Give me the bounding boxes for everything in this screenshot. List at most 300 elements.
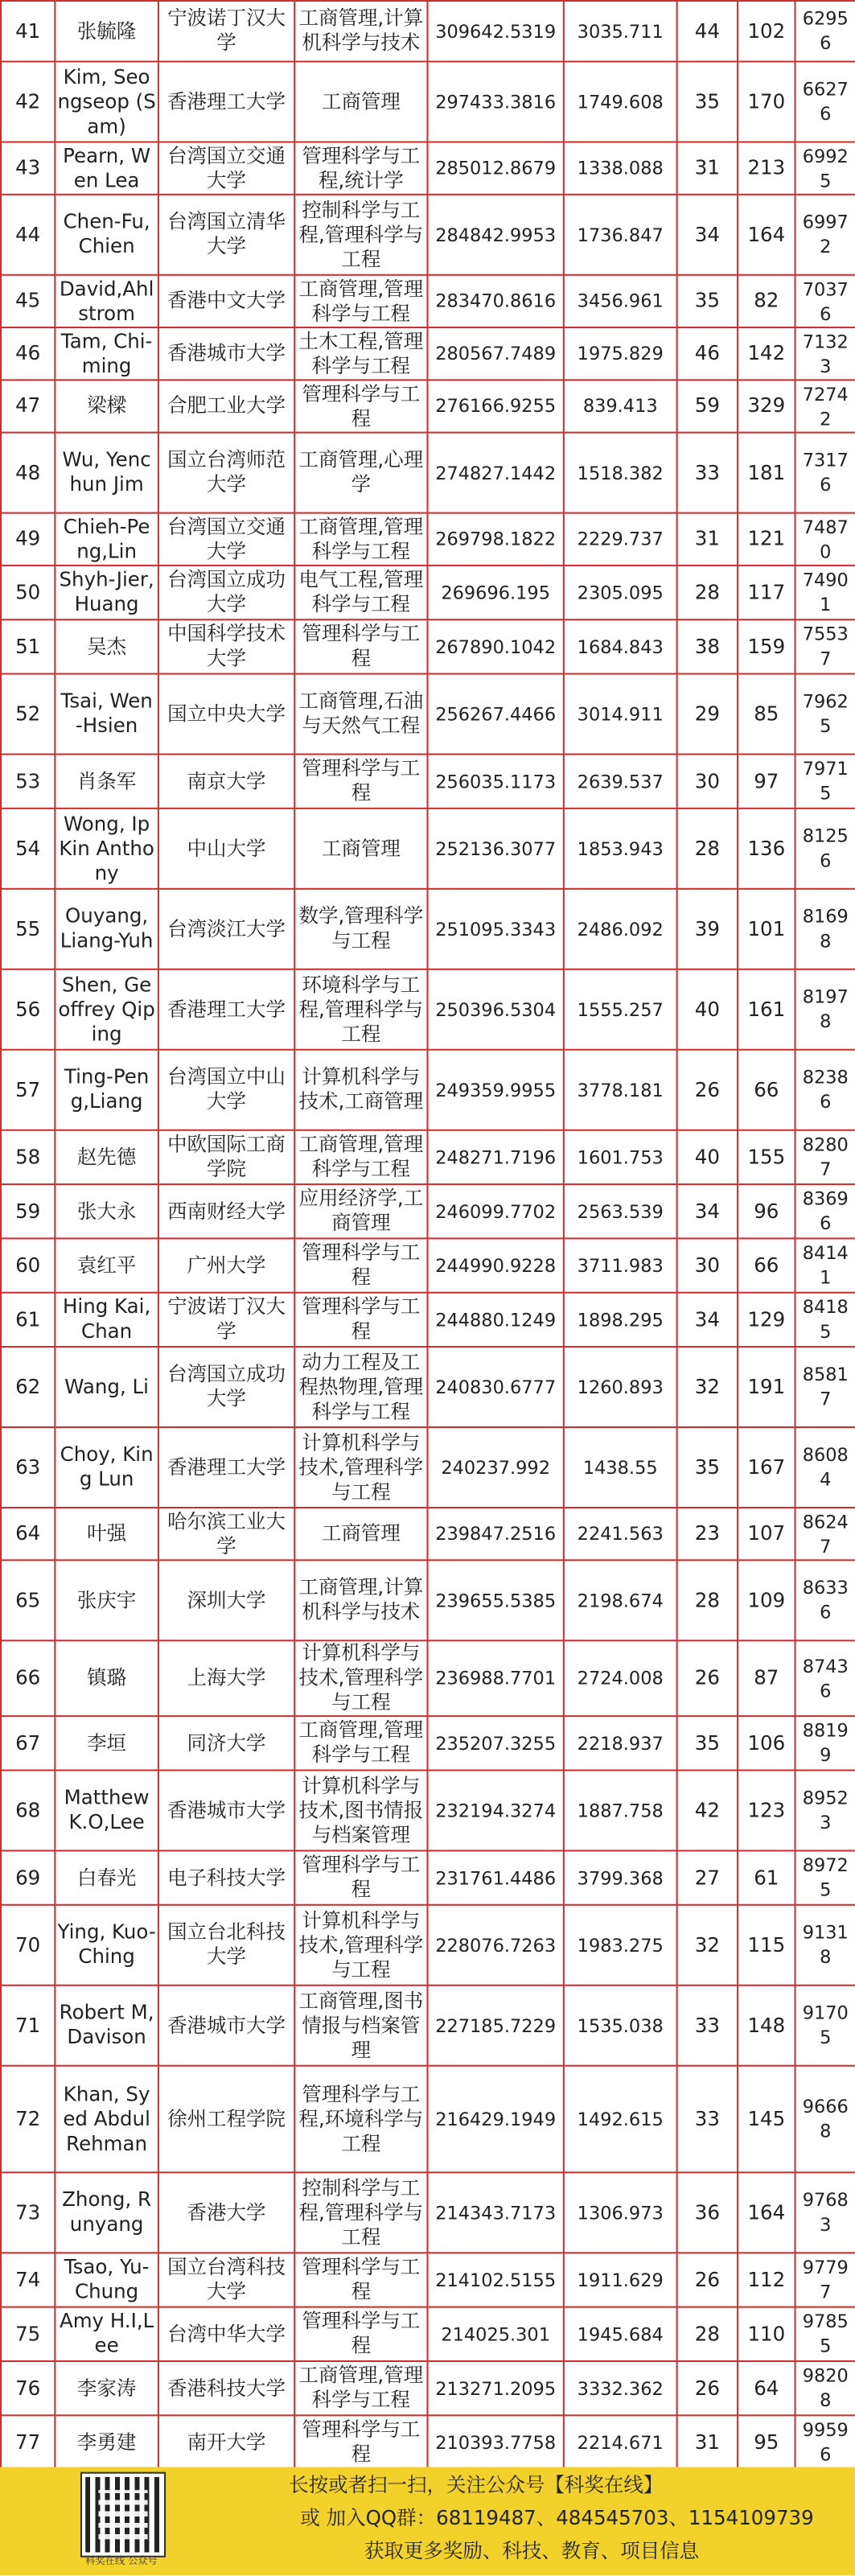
cell-field: 工商管理,管理科学与工程 — [294, 1716, 427, 1770]
cell-field: 计算机科学与技术,工商管理 — [294, 1050, 427, 1130]
cell-id: 74870 — [795, 513, 855, 566]
cell-school: 香港中文大学 — [158, 275, 294, 327]
cell-school: 台湾国立交通大学 — [158, 142, 294, 194]
table-row — [1, 1130, 855, 1184]
cell-field: 工商管理 — [294, 1508, 427, 1560]
cell-avg: 1555.257 — [564, 969, 677, 1050]
cell-rank: 72 — [1, 2066, 55, 2173]
cell-id: 89725 — [795, 1850, 855, 1904]
cell-name: 李家涛 — [55, 2361, 158, 2415]
cell-field: 管理科学与工程 — [294, 2307, 427, 2361]
cell-score: 297433.3816 — [427, 62, 563, 142]
cell-field: 管理科学与工程 — [294, 2415, 427, 2469]
cell-name: Shen, Geoffrey Qiping — [55, 969, 158, 1050]
cell-score: 256035.1173 — [427, 755, 563, 809]
cell-score: 235207.3255 — [427, 1716, 563, 1770]
table-row — [1, 433, 855, 513]
table-row — [1, 1184, 855, 1238]
cell-field: 工商管理,计算机科学与技术 — [294, 1560, 427, 1640]
cell-rank: 60 — [1, 1238, 55, 1292]
cell-id: 97683 — [795, 2172, 855, 2253]
cell-school: 台湾国立交通大学 — [158, 513, 294, 566]
table-row — [1, 1238, 855, 1292]
cell-h: 31 — [677, 2415, 738, 2469]
table-row — [1, 513, 855, 566]
cell-school: 广州大学 — [158, 1238, 294, 1292]
cell-name: 赵先德 — [55, 1130, 158, 1184]
cell-school: 中国科学技术大学 — [158, 619, 294, 673]
cell-score: 267890.1042 — [427, 619, 563, 673]
table-row — [1, 809, 855, 889]
cell-school: 宁波诺丁汉大学 — [158, 1, 294, 61]
cell-id: 79625 — [795, 674, 855, 755]
cell-cnt: 159 — [738, 619, 795, 673]
cell-field: 土木工程,管理科学与工程 — [294, 327, 427, 380]
cell-avg: 3456.961 — [564, 275, 677, 327]
cell-name: Ouyang, Liang-Yuh — [55, 889, 158, 969]
cell-field: 工商管理,心理学 — [294, 433, 427, 513]
cell-id: 81978 — [795, 969, 855, 1050]
cell-id: 70376 — [795, 275, 855, 327]
table-row — [1, 566, 855, 619]
table-row — [1, 142, 855, 194]
cell-name: Choy, King Lun — [55, 1427, 158, 1508]
table-row — [1, 275, 855, 327]
footer-banner — [0, 2467, 855, 2576]
cell-score: 252136.3077 — [427, 809, 563, 889]
cell-cnt: 110 — [738, 2307, 795, 2361]
cell-rank: 42 — [1, 62, 55, 142]
cell-rank: 55 — [1, 889, 55, 969]
cell-avg: 1945.684 — [564, 2307, 677, 2361]
cell-score: 236988.7701 — [427, 1640, 563, 1716]
cell-id: 91705 — [795, 1985, 855, 2066]
table-row — [1, 619, 855, 673]
cell-score: 285012.8679 — [427, 142, 563, 194]
cell-school: 台湾淡江大学 — [158, 889, 294, 969]
cell-field: 管理科学与工程,环境科学与工程 — [294, 2066, 427, 2173]
cell-rank: 43 — [1, 142, 55, 194]
cell-field: 管理科学与工程 — [294, 619, 427, 673]
cell-avg: 1853.943 — [564, 809, 677, 889]
cell-field: 管理科学与工程 — [294, 755, 427, 809]
cell-name: Khan, Syed Abdul Rehman — [55, 2066, 158, 2173]
cell-cnt: 82 — [738, 275, 795, 327]
cell-field: 控制科学与工程,管理科学与工程 — [294, 195, 427, 275]
cell-id: 97797 — [795, 2253, 855, 2306]
cell-name: Ting-Peng,Liang — [55, 1050, 158, 1130]
cell-avg: 3799.368 — [564, 1850, 677, 1904]
cell-name: Wu, Yenchun Jim — [55, 433, 158, 513]
cell-score: 249359.9955 — [427, 1050, 563, 1130]
cell-avg: 1306.973 — [564, 2172, 677, 2253]
cell-field: 管理科学与工程 — [294, 1238, 427, 1292]
cell-school: 台湾国立成功大学 — [158, 1347, 294, 1427]
cell-cnt: 170 — [738, 62, 795, 142]
cell-school: 国立台湾科技大学 — [158, 2253, 294, 2306]
cell-name: 李勇建 — [55, 2415, 158, 2469]
cell-avg: 1684.843 — [564, 619, 677, 673]
cell-school: 台湾国立中山大学 — [158, 1050, 294, 1130]
cell-h: 31 — [677, 513, 738, 566]
table-row — [1, 1770, 855, 1850]
cell-name: 张毓隆 — [55, 1, 158, 61]
cell-school: 南京大学 — [158, 755, 294, 809]
cell-id: 97855 — [795, 2307, 855, 2361]
cell-h: 31 — [677, 142, 738, 194]
cell-rank: 64 — [1, 1508, 55, 1560]
cell-rank: 77 — [1, 2415, 55, 2469]
cell-h: 32 — [677, 1347, 738, 1427]
cell-h: 29 — [677, 674, 738, 755]
cell-cnt: 97 — [738, 755, 795, 809]
cell-name: Tsai, Wen-Hsien — [55, 674, 158, 755]
cell-h: 40 — [677, 1130, 738, 1184]
cell-id: 73176 — [795, 433, 855, 513]
table-row — [1, 62, 855, 142]
cell-score: 228076.7263 — [427, 1905, 563, 1985]
cell-cnt: 64 — [738, 2361, 795, 2415]
cell-field: 工商管理 — [294, 809, 427, 889]
cell-h: 46 — [677, 327, 738, 380]
cell-rank: 54 — [1, 809, 55, 889]
table-row — [1, 380, 855, 432]
cell-field: 计算机科学与技术,管理科学与工程 — [294, 1640, 427, 1716]
table-row — [1, 1347, 855, 1427]
cell-avg: 1535.038 — [564, 1985, 677, 2066]
cell-score: 274827.1442 — [427, 433, 563, 513]
cell-rank: 70 — [1, 1905, 55, 1985]
cell-name: Tsao, Yu-Chung — [55, 2253, 158, 2306]
cell-school: 香港理工大学 — [158, 1427, 294, 1508]
cell-cnt: 167 — [738, 1427, 795, 1508]
cell-cnt: 121 — [738, 513, 795, 566]
cell-id: 84141 — [795, 1238, 855, 1292]
cell-cnt: 148 — [738, 1985, 795, 2066]
cell-rank: 53 — [1, 755, 55, 809]
cell-score: 269696.195 — [427, 566, 563, 619]
cell-avg: 2305.095 — [564, 566, 677, 619]
cell-name: 张庆宇 — [55, 1560, 158, 1640]
cell-h: 32 — [677, 1905, 738, 1985]
cell-field: 计算机科学与技术,管理科学与工程 — [294, 1427, 427, 1508]
cell-school: 香港城市大学 — [158, 1985, 294, 2066]
cell-school: 南开大学 — [158, 2415, 294, 2469]
cell-cnt: 66 — [738, 1050, 795, 1130]
cell-rank: 51 — [1, 619, 55, 673]
cell-rank: 44 — [1, 195, 55, 275]
cell-cnt: 85 — [738, 674, 795, 755]
cell-score: 246099.7702 — [427, 1184, 563, 1238]
table-row — [1, 1427, 855, 1508]
cell-avg: 3332.362 — [564, 2361, 677, 2415]
cell-name: 李垣 — [55, 1716, 158, 1770]
cell-name: Kim, Seongseop (Sam) — [55, 62, 158, 142]
cell-id: 71323 — [795, 327, 855, 380]
cell-h: 35 — [677, 1716, 738, 1770]
cell-field: 控制科学与工程,管理科学与工程 — [294, 2172, 427, 2253]
table-row — [1, 889, 855, 969]
cell-h: 23 — [677, 1508, 738, 1560]
table-row — [1, 1, 855, 61]
cell-cnt: 213 — [738, 142, 795, 194]
cell-field: 应用经济学,工商管理 — [294, 1184, 427, 1238]
cell-avg: 2214.671 — [564, 2415, 677, 2469]
cell-score: 239847.2516 — [427, 1508, 563, 1560]
cell-score: 284842.9953 — [427, 195, 563, 275]
cell-school: 国立中央大学 — [158, 674, 294, 755]
cell-school: 徐州工程学院 — [158, 2066, 294, 2173]
cell-name: Shyh-Jier,Huang — [55, 566, 158, 619]
table-row — [1, 1905, 855, 1985]
cell-avg: 1438.55 — [564, 1427, 677, 1508]
cell-field: 工商管理,计算机科学与技术 — [294, 1, 427, 61]
cell-cnt: 96 — [738, 1184, 795, 1238]
cell-id: 86084 — [795, 1427, 855, 1508]
cell-score: 239655.5385 — [427, 1560, 563, 1640]
cell-rank: 61 — [1, 1293, 55, 1347]
cell-avg: 3778.181 — [564, 1050, 677, 1130]
cell-field: 工商管理,管理科学与工程 — [294, 275, 427, 327]
cell-name: Amy H.I,Lee — [55, 2307, 158, 2361]
cell-field: 计算机科学与技术,图书情报与档案管理 — [294, 1770, 427, 1850]
cell-cnt: 136 — [738, 809, 795, 889]
cell-school: 台湾国立成功大学 — [158, 566, 294, 619]
cell-h: 34 — [677, 195, 738, 275]
cell-h: 28 — [677, 1560, 738, 1640]
cell-h: 35 — [677, 275, 738, 327]
cell-avg: 1898.295 — [564, 1293, 677, 1347]
cell-name: 白春光 — [55, 1850, 158, 1904]
cell-rank: 41 — [1, 1, 55, 61]
cell-name: 袁红平 — [55, 1238, 158, 1292]
cell-h: 38 — [677, 619, 738, 673]
cell-id: 84185 — [795, 1293, 855, 1347]
cell-school: 上海大学 — [158, 1640, 294, 1716]
cell-avg: 1749.608 — [564, 62, 677, 142]
cell-field: 环境科学与工程,管理科学与工程 — [294, 969, 427, 1050]
cell-field: 数学,管理科学与工程 — [294, 889, 427, 969]
cell-rank: 73 — [1, 2172, 55, 2253]
cell-field: 管理科学与工程 — [294, 380, 427, 432]
cell-rank: 59 — [1, 1184, 55, 1238]
qr-caption: 科奖在线 公众号 — [85, 2555, 158, 2568]
cell-avg: 839.413 — [564, 380, 677, 432]
cell-cnt: 181 — [738, 433, 795, 513]
cell-id: 62956 — [795, 1, 855, 61]
cell-h: 30 — [677, 755, 738, 809]
cell-cnt: 101 — [738, 889, 795, 969]
cell-h: 33 — [677, 433, 738, 513]
cell-h: 26 — [677, 1640, 738, 1716]
cell-cnt: 106 — [738, 1716, 795, 1770]
cell-school: 国立台北科技大学 — [158, 1905, 294, 1985]
cell-id: 69972 — [795, 195, 855, 275]
cell-score: 248271.7196 — [427, 1130, 563, 1184]
cell-rank: 45 — [1, 275, 55, 327]
cell-rank: 63 — [1, 1427, 55, 1508]
cell-h: 30 — [677, 1238, 738, 1292]
cell-name: 叶强 — [55, 1508, 158, 1560]
footer-qq-text: 或 加入QQ群：68119487、484545703、1154109739 — [300, 2506, 814, 2530]
cell-cnt: 142 — [738, 327, 795, 380]
cell-id: 82807 — [795, 1130, 855, 1184]
cell-cnt: 66 — [738, 1238, 795, 1292]
table-row — [1, 327, 855, 380]
cell-field: 管理科学与工程 — [294, 2253, 427, 2306]
cell-h: 26 — [677, 1050, 738, 1130]
cell-cnt: 164 — [738, 2172, 795, 2253]
cell-score: 214102.5155 — [427, 2253, 563, 2306]
cell-id: 72742 — [795, 380, 855, 432]
cell-id: 82386 — [795, 1050, 855, 1130]
cell-field: 工商管理,管理科学与工程 — [294, 513, 427, 566]
cell-cnt: 164 — [738, 195, 795, 275]
cell-rank: 62 — [1, 1347, 55, 1427]
cell-school: 香港理工大学 — [158, 969, 294, 1050]
cell-id: 74901 — [795, 566, 855, 619]
table-row — [1, 1985, 855, 2066]
cell-score: 283470.8616 — [427, 275, 563, 327]
cell-cnt: 87 — [738, 1640, 795, 1716]
cell-name: Chieh-Peng,Lin — [55, 513, 158, 566]
cell-school: 同济大学 — [158, 1716, 294, 1770]
cell-name: Pearn, Wen Lea — [55, 142, 158, 194]
cell-cnt: 191 — [738, 1347, 795, 1427]
cell-score: 210393.7758 — [427, 2415, 563, 2469]
cell-school: 台湾中华大学 — [158, 2307, 294, 2361]
cell-name: Chen-Fu,Chien — [55, 195, 158, 275]
table-row — [1, 2361, 855, 2415]
cell-id: 88199 — [795, 1716, 855, 1770]
cell-name: David,Ahlstrom — [55, 275, 158, 327]
cell-score: 280567.7489 — [427, 327, 563, 380]
cell-name: Wang, Li — [55, 1347, 158, 1427]
cell-h: 28 — [677, 2307, 738, 2361]
table-row — [1, 2415, 855, 2469]
cell-field: 工商管理,管理科学与工程 — [294, 1130, 427, 1184]
cell-id: 66276 — [795, 62, 855, 142]
cell-score: 213271.2095 — [427, 2361, 563, 2415]
cell-id: 75537 — [795, 619, 855, 673]
table-row — [1, 1508, 855, 1560]
cell-school: 西南财经大学 — [158, 1184, 294, 1238]
cell-rank: 48 — [1, 433, 55, 513]
cell-avg: 2241.563 — [564, 1508, 677, 1560]
cell-score: 240237.992 — [427, 1427, 563, 1508]
cell-name: Zhong, Runyang — [55, 2172, 158, 2253]
cell-avg: 1911.629 — [564, 2253, 677, 2306]
cell-cnt: 112 — [738, 2253, 795, 2306]
cell-rank: 56 — [1, 969, 55, 1050]
table-row — [1, 674, 855, 755]
qr-code-icon[interactable] — [82, 2474, 164, 2556]
cell-field: 工商管理 — [294, 62, 427, 142]
table-row — [1, 1716, 855, 1770]
cell-school: 香港城市大学 — [158, 327, 294, 380]
table-row — [1, 1640, 855, 1716]
cell-avg: 3711.983 — [564, 1238, 677, 1292]
cell-school: 电子科技大学 — [158, 1850, 294, 1904]
cell-name: 吴杰 — [55, 619, 158, 673]
footer-info-text: 获取更多奖励、科技、教育、项目信息 — [364, 2539, 700, 2562]
cell-rank: 47 — [1, 380, 55, 432]
cell-school: 哈尔滨工业大学 — [158, 1508, 294, 1560]
cell-score: 214025.301 — [427, 2307, 563, 2361]
cell-id: 96668 — [795, 2066, 855, 2173]
cell-rank: 57 — [1, 1050, 55, 1130]
cell-rank: 52 — [1, 674, 55, 755]
cell-avg: 1492.615 — [564, 2066, 677, 2173]
cell-h: 33 — [677, 2066, 738, 2173]
cell-name: 张大永 — [55, 1184, 158, 1238]
cell-h: 40 — [677, 969, 738, 1050]
table-row — [1, 969, 855, 1050]
cell-id: 98208 — [795, 2361, 855, 2415]
cell-avg: 1338.088 — [564, 142, 677, 194]
cell-score: 232194.3274 — [427, 1770, 563, 1850]
cell-cnt: 129 — [738, 1293, 795, 1347]
cell-name: Ying, Kuo-Ching — [55, 1905, 158, 1985]
cell-rank: 50 — [1, 566, 55, 619]
cell-score: 227185.7229 — [427, 1985, 563, 2066]
cell-school: 中山大学 — [158, 809, 294, 889]
cell-h: 36 — [677, 2172, 738, 2253]
cell-id: 83696 — [795, 1184, 855, 1238]
cell-score: 244990.9228 — [427, 1238, 563, 1292]
cell-cnt: 117 — [738, 566, 795, 619]
cell-rank: 65 — [1, 1560, 55, 1640]
cell-school: 宁波诺丁汉大学 — [158, 1293, 294, 1347]
cell-rank: 58 — [1, 1130, 55, 1184]
cell-id: 85817 — [795, 1347, 855, 1427]
cell-cnt: 107 — [738, 1508, 795, 1560]
table-row — [1, 1293, 855, 1347]
cell-score: 240830.6777 — [427, 1347, 563, 1427]
cell-cnt: 123 — [738, 1770, 795, 1850]
table-row — [1, 755, 855, 809]
cell-score: 276166.9255 — [427, 380, 563, 432]
cell-avg: 3014.911 — [564, 674, 677, 755]
table-row — [1, 1050, 855, 1130]
cell-field: 管理科学与工程,统计学 — [294, 142, 427, 194]
cell-avg: 2218.937 — [564, 1716, 677, 1770]
cell-school: 深圳大学 — [158, 1560, 294, 1640]
cell-id: 89523 — [795, 1770, 855, 1850]
table-row — [1, 195, 855, 275]
cell-name: Tam, Chi-ming — [55, 327, 158, 380]
cell-avg: 2229.737 — [564, 513, 677, 566]
cell-h: 39 — [677, 889, 738, 969]
cell-cnt: 95 — [738, 2415, 795, 2469]
cell-h: 35 — [677, 62, 738, 142]
cell-score: 250396.5304 — [427, 969, 563, 1050]
cell-cnt: 115 — [738, 1905, 795, 1985]
cell-school: 合肥工业大学 — [158, 380, 294, 432]
cell-school: 国立台湾师范大学 — [158, 433, 294, 513]
cell-field: 工商管理,图书情报与档案管理 — [294, 1985, 427, 2066]
cell-h: 28 — [677, 809, 738, 889]
cell-avg: 1983.275 — [564, 1905, 677, 1985]
cell-rank: 67 — [1, 1716, 55, 1770]
cell-name: Hing Kai,Chan — [55, 1293, 158, 1347]
cell-avg: 2198.674 — [564, 1560, 677, 1640]
cell-field: 计算机科学与技术,管理科学与工程 — [294, 1905, 427, 1985]
cell-name: 梁樑 — [55, 380, 158, 432]
cell-id: 79715 — [795, 755, 855, 809]
cell-score: 251095.3343 — [427, 889, 563, 969]
cell-name: 肖条军 — [55, 755, 158, 809]
